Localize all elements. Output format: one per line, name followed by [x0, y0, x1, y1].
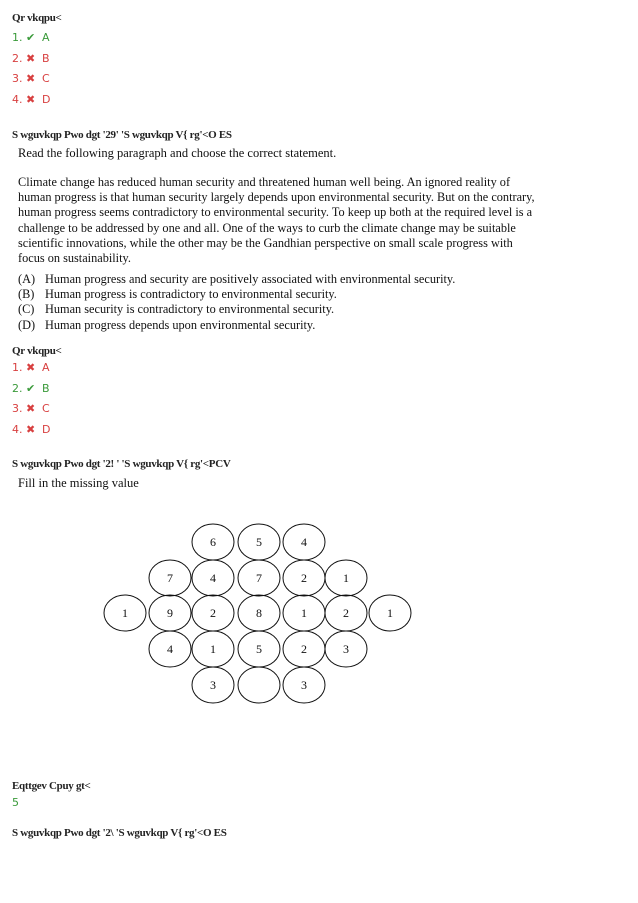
puzzle-cell — [238, 524, 280, 560]
puzzle-cell — [325, 595, 367, 631]
option-number: 4. — [12, 422, 23, 436]
puzzle-cell — [283, 667, 325, 703]
cross-icon: ✖ — [26, 51, 36, 65]
puzzle-cell — [192, 560, 234, 596]
check-icon: ✔ — [26, 381, 36, 395]
puzzle-number: 8 — [256, 606, 262, 620]
question-paragraph: Climate change has reduced human security and threatened human well being. An ignored reality of human progress is that human security largely depends upon environmental security. But on the contrary, human progress seems contradictory to environmental security. To keep up both at the required level is a challenge to be addressed by one and all. One of the ways to curb the climate change may be suitable scientific innovations, while the other may be the Gandhian perspective on small scale progress with focus on sustainability. — [18, 175, 535, 266]
cross-icon: ✖ — [26, 92, 36, 106]
question-instruction-2: Read the following paragraph and choose the correct statement. — [18, 146, 337, 160]
option-number: 2. — [12, 381, 23, 395]
puzzle-number: 3 — [301, 678, 307, 692]
puzzle-number: 2 — [301, 642, 307, 656]
puzzle-number: 1 — [343, 571, 349, 585]
puzzle-cell — [238, 595, 280, 631]
cross-icon: ✖ — [26, 361, 36, 374]
option-label: D — [42, 92, 51, 106]
puzzle-cell — [238, 667, 280, 703]
options-header-1: Qr vkqpu< — [12, 12, 62, 24]
check-icon: ✔ — [26, 31, 36, 44]
puzzle-number: 4 — [301, 535, 307, 549]
puzzle-number: 2 — [210, 606, 216, 620]
choice-text: Human progress and security are positively associated with environmental security. — [45, 272, 456, 286]
puzzle-number: 6 — [210, 535, 216, 549]
puzzle-number: 1 — [210, 642, 216, 656]
puzzle-number: 7 — [167, 571, 173, 585]
puzzle-cell — [192, 524, 234, 560]
choice-label: (D) — [18, 317, 36, 332]
puzzle-cell — [192, 595, 234, 631]
option-label: A — [42, 31, 50, 44]
puzzle-number: 5 — [256, 535, 262, 549]
puzzle-cell — [104, 595, 146, 631]
puzzle-cell — [149, 560, 191, 596]
puzzle-number: 2 — [301, 571, 307, 585]
answer-header: Eqttgev Cpuy gt< — [12, 780, 91, 792]
puzzle-cell — [283, 595, 325, 631]
answer-value: 5 — [12, 796, 19, 809]
option-label: D — [42, 422, 51, 436]
option-number: 3. — [12, 402, 23, 415]
puzzle-number: 1 — [122, 606, 128, 620]
puzzle-number: 7 — [256, 571, 262, 585]
option-label: B — [42, 381, 50, 395]
puzzle-cell — [325, 560, 367, 596]
puzzle-cell — [149, 595, 191, 631]
cross-icon: ✖ — [26, 422, 36, 436]
puzzle-number: 4 — [210, 571, 216, 585]
cross-icon: ✖ — [26, 72, 36, 85]
question-instruction-3: Fill in the missing value — [18, 476, 139, 490]
question-header-2: S wguvkqp Pwo dgt '29' 'S wguvkqp V{ rg'<O ES — [12, 129, 232, 141]
puzzle-cell — [325, 631, 367, 667]
puzzle-number: 1 — [387, 606, 393, 620]
puzzle-cell — [369, 595, 411, 631]
choice-label: (C) — [18, 302, 35, 317]
choice-text: Human progress depends upon environmental security. — [45, 317, 316, 332]
puzzle-cell — [192, 631, 234, 667]
puzzle-number: 5 — [256, 642, 262, 656]
choice-text: Human security is contradictory to environmental security. — [45, 302, 335, 317]
puzzle-number: 9 — [167, 606, 173, 620]
puzzle-number: 2 — [343, 606, 349, 620]
option-label: C — [42, 72, 50, 85]
puzzle-number: 3 — [210, 678, 216, 692]
option-number: 4. — [12, 92, 23, 106]
option-label: C — [42, 402, 50, 415]
puzzle-cell — [283, 560, 325, 596]
puzzle-cell — [149, 631, 191, 667]
puzzle-cell — [283, 524, 325, 560]
puzzle-number: 1 — [301, 606, 307, 620]
puzzle-cell — [238, 631, 280, 667]
question-header-4: S wguvkqp Pwo dgt '2\ 'S wguvkqp V{ rg'<O ES — [12, 827, 227, 839]
option-number: 1. — [12, 361, 23, 374]
choice-label: (B) — [18, 287, 35, 302]
puzzle-circle — [238, 667, 280, 703]
options-header-2: Qr vkqpu< — [12, 345, 62, 357]
puzzle-cell — [283, 631, 325, 667]
option-number: 3. — [12, 72, 23, 85]
question-header-3: S wguvkqp Pwo dgt '2! ' 'S wguvkqp V{ rg'<PCV — [12, 458, 231, 470]
option-number: 1. — [12, 31, 23, 44]
puzzle-cell — [238, 560, 280, 596]
puzzle-number: 3 — [343, 642, 349, 656]
puzzle-cell — [192, 667, 234, 703]
option-number: 2. — [12, 51, 23, 65]
cross-icon: ✖ — [26, 402, 36, 415]
option-label: A — [42, 361, 50, 374]
puzzle-number: 4 — [167, 642, 173, 656]
option-label: B — [42, 51, 50, 65]
choice-text: Human progress is contradictory to environmental security. — [45, 287, 337, 302]
choice-label: (A) — [18, 272, 36, 286]
